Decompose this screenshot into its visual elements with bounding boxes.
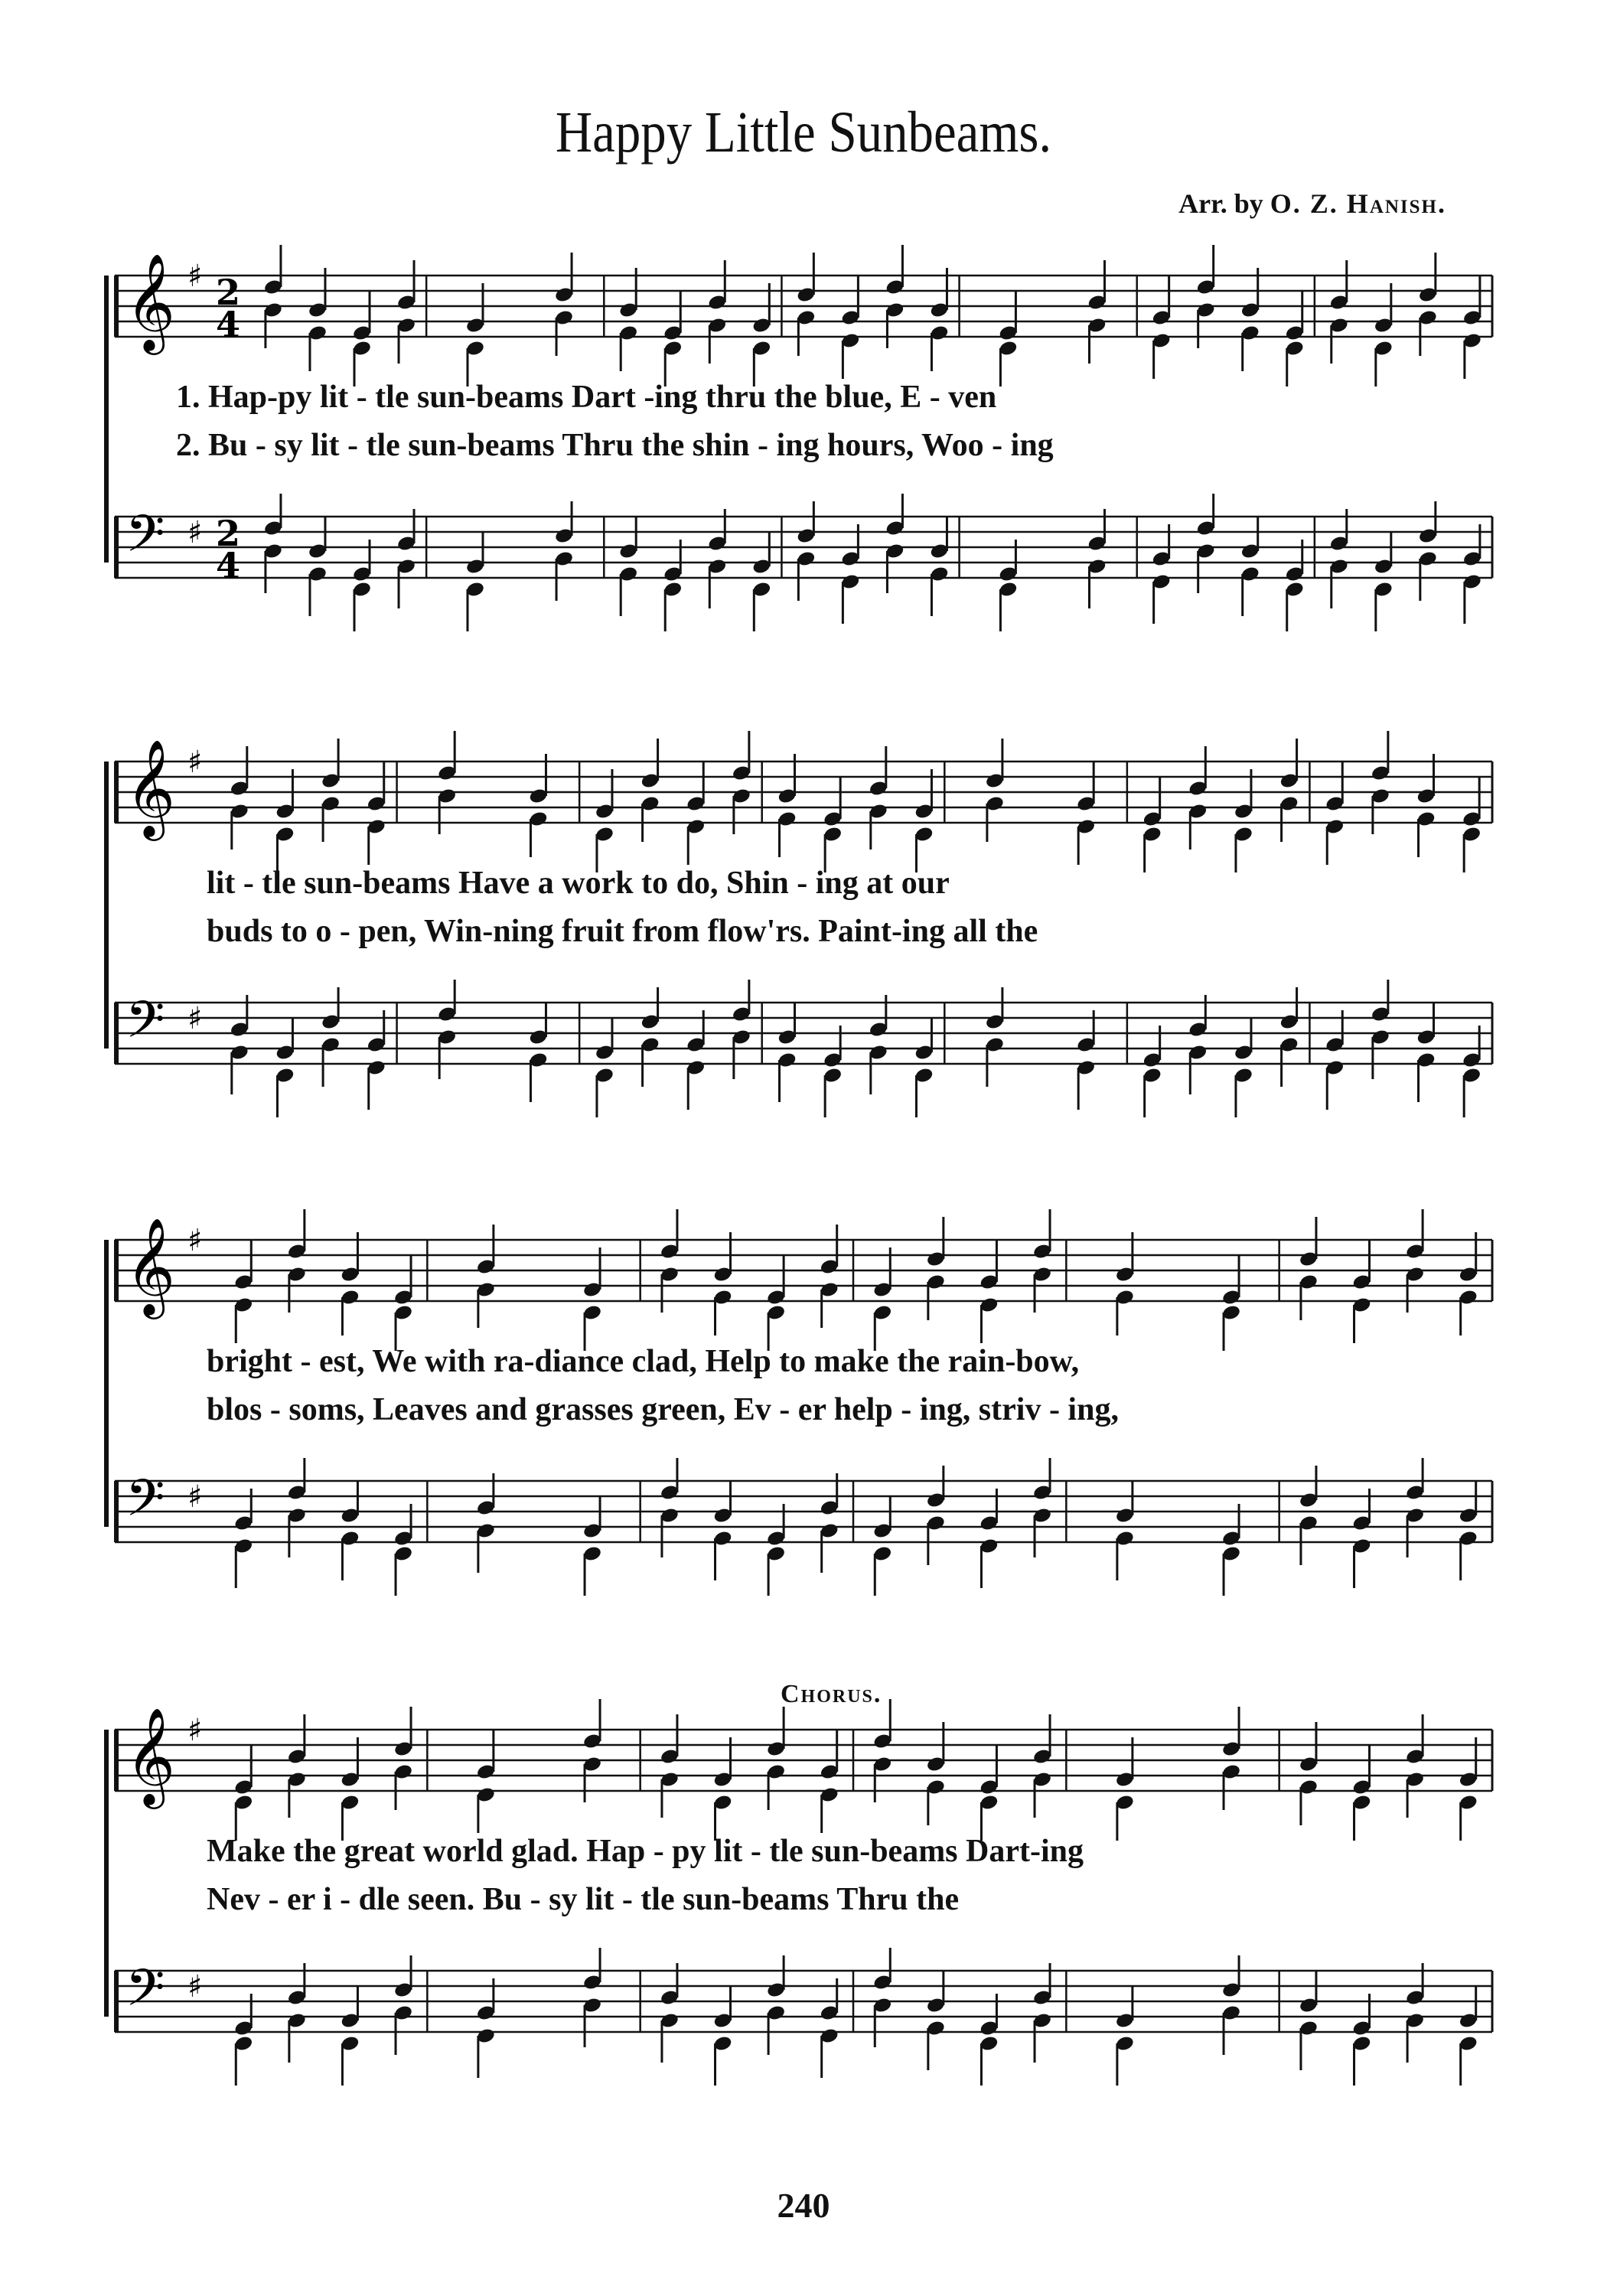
music-system-1 bbox=[115, 230, 1492, 651]
bass-clef-icon: 𝄢 bbox=[125, 1469, 165, 1540]
sharp-icon: ♯ bbox=[187, 1001, 203, 1036]
bass-staff bbox=[115, 987, 1492, 1079]
time-signature-bottom: 4 bbox=[216, 545, 241, 586]
page-number: 240 bbox=[777, 2186, 830, 2225]
treble-staff bbox=[115, 1707, 1492, 1806]
music-system-2 bbox=[115, 716, 1492, 1137]
time-signature-top: 2 bbox=[216, 272, 241, 313]
verse-1-lyrics: bright - est, We with ra-diance clad, Help to make the rain-bow, bbox=[207, 1344, 1080, 1379]
arranger-name: O. Z. Hanish. bbox=[1270, 188, 1446, 219]
sharp-icon: ♯ bbox=[187, 515, 203, 550]
music-system-3 bbox=[115, 1194, 1492, 1615]
treble-staff bbox=[115, 253, 1492, 352]
verse-1-lyrics: Make the great world glad. Hap - py lit - tle sun-beams Dart-ing bbox=[207, 1834, 1084, 1869]
bass-staff bbox=[115, 1955, 1492, 2047]
treble-staff bbox=[115, 739, 1492, 838]
sharp-icon: ♯ bbox=[187, 1223, 203, 1258]
bass-staff bbox=[115, 501, 1492, 593]
treble-clef-icon: 𝄞 bbox=[125, 739, 176, 837]
time-signature-bottom: 4 bbox=[216, 304, 241, 345]
sharp-icon: ♯ bbox=[187, 745, 203, 780]
verse-2-lyrics: 2. Bu - sy lit - tle sun-beams Thru the shin - ing hours, Woo - ing bbox=[176, 428, 1054, 463]
chorus-label: Chorus. bbox=[781, 1680, 882, 1708]
sharp-icon: ♯ bbox=[187, 259, 203, 294]
system-bracket bbox=[104, 1730, 109, 2017]
song-title: Happy Little Sunbeams. bbox=[555, 100, 1052, 165]
bass-clef-icon: 𝄢 bbox=[125, 990, 165, 1062]
system-bracket bbox=[104, 276, 109, 563]
arranger-credit bbox=[1178, 188, 1446, 220]
system-bracket bbox=[104, 762, 109, 1049]
treble-clef-icon: 𝄞 bbox=[125, 253, 176, 351]
verse-2-lyrics: Nev - er i - dle seen. Bu - sy lit - tle sun-beams Thru the bbox=[207, 1882, 960, 1917]
bass-clef-icon: 𝄢 bbox=[125, 1958, 165, 2030]
music-system-4 bbox=[115, 1680, 1492, 2112]
treble-clef-icon: 𝄞 bbox=[125, 1707, 176, 1805]
verse-1-lyrics: 1. Hap-py lit - tle sun-beams Dart -ing thru the blue, E - ven bbox=[176, 380, 997, 415]
verse-1-lyrics: lit - tle sun-beams Have a work to do, Shin - ing at our bbox=[207, 866, 950, 901]
sharp-icon: ♯ bbox=[187, 1713, 203, 1748]
verse-2-lyrics: buds to o - pen, Win-ning fruit from flow'rs. Paint-ing all the bbox=[207, 914, 1038, 949]
bass-staff bbox=[115, 1466, 1492, 1557]
arranger-prefix: Arr. by bbox=[1178, 188, 1263, 219]
treble-clef-icon: 𝄞 bbox=[125, 1217, 176, 1315]
sharp-icon: ♯ bbox=[187, 1969, 203, 2004]
time-signature-top: 2 bbox=[216, 513, 241, 554]
bass-clef-icon: 𝄢 bbox=[125, 504, 165, 576]
system-bracket bbox=[104, 1240, 109, 1527]
verse-2-lyrics: blos - soms, Leaves and grasses green, Ev - er help - ing, striv - ing, bbox=[207, 1392, 1119, 1427]
sharp-icon: ♯ bbox=[187, 1479, 203, 1515]
treble-staff bbox=[115, 1217, 1492, 1316]
